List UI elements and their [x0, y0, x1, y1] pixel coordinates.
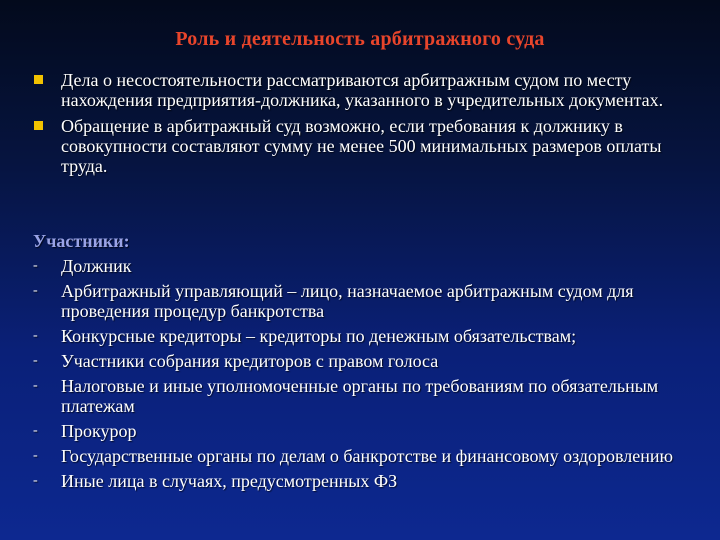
dash-marker: -	[33, 258, 38, 273]
bullet-text: Обращение в арбитражный суд возможно, если требования к должнику в совокупности составляют сумму не менее 500 минимальных размеров оплаты труда.	[61, 116, 662, 176]
participants-heading: Участники:	[33, 231, 130, 251]
participant-text: Прокурор	[61, 421, 137, 441]
participant-item	[33, 421, 698, 441]
participant-text: Конкурсные кредиторы – кредиторы по денежным обязательствам;	[61, 326, 577, 346]
bullet-item	[33, 116, 693, 176]
dash-marker: -	[33, 423, 38, 438]
square-bullet-icon	[34, 75, 43, 84]
participant-item	[33, 471, 698, 491]
participant-text: Участники собрания кредиторов с правом голоса	[61, 351, 439, 371]
participant-item	[33, 256, 698, 276]
dash-marker: -	[33, 328, 38, 343]
participant-item	[33, 351, 698, 371]
bullet-item	[33, 70, 693, 110]
participant-text: Арбитражный управляющий – лицо, назначаемое арбитражным судом для проведения процедур банкротства	[61, 281, 634, 321]
participant-item	[33, 281, 698, 321]
participant-item	[33, 326, 698, 346]
participant-item	[33, 376, 698, 416]
dash-marker: -	[33, 283, 38, 298]
participant-item	[33, 446, 698, 466]
participant-text: Должник	[61, 256, 132, 276]
dash-marker: -	[33, 448, 38, 463]
slide-title: Роль и деятельность арбитражного суда	[175, 28, 545, 50]
participant-text: Налоговые и иные уполномоченные органы по требованиям по обязательным платежам	[61, 376, 659, 416]
dash-marker: -	[33, 473, 38, 488]
dash-marker: -	[33, 353, 38, 368]
participant-text: Государственные органы по делам о банкротстве и финансовому оздоровлению	[61, 446, 673, 466]
bullet-text: Дела о несостоятельности рассматриваются арбитражным судом по месту нахождения предприятия-должника, указанного в учредительных документах.	[61, 70, 664, 110]
dash-marker: -	[33, 378, 38, 393]
participants-list	[33, 256, 698, 496]
participant-text: Иные лица в случаях, предусмотренных ФЗ	[61, 471, 398, 491]
square-bullet-icon	[34, 121, 43, 130]
bullet-list	[33, 70, 693, 182]
